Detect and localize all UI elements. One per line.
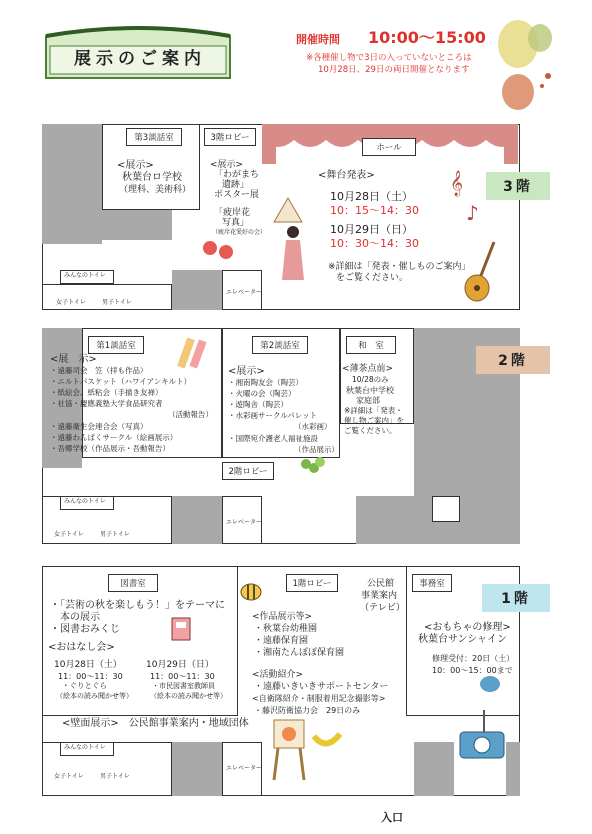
notice-line-1: ※各種催し物で3日の入っていないところは xyxy=(306,53,472,63)
perf-29a: ・市民図書室教師員 xyxy=(152,682,215,690)
f2-room2-item: ・火曜の会（陶芸） xyxy=(228,389,296,398)
entrance-label: 入口 xyxy=(381,811,403,824)
dancer-icon xyxy=(278,224,308,284)
room-washitsu: 和 室 xyxy=(346,336,396,354)
room-1f-lobby: 1階ロビー xyxy=(286,574,338,592)
f1-gray-right-2 xyxy=(506,742,520,796)
f2-room1-item: （活動報告） xyxy=(168,410,213,419)
f2-wa-header: <薄茶点前> xyxy=(342,364,394,374)
f3-lobby-1: 「わがまち xyxy=(214,170,260,180)
f1-gray-right xyxy=(414,742,454,796)
f2-room2-header: <展示> xyxy=(228,366,265,377)
grapes-icon xyxy=(298,454,328,476)
f2-restroom-men: 男子トイレ xyxy=(100,531,130,538)
activity-1: ・遠藤いきいきサポートセンター xyxy=(254,682,389,692)
f3-left-exhibit-header: <展示> xyxy=(117,160,154,171)
floor3-gray-left-bottom xyxy=(102,210,172,240)
f2-room1-item: ・遠藤衛生会連合会（写真） xyxy=(50,422,148,431)
f3-elevator: エレベーター xyxy=(226,289,263,296)
f2-gray-mid xyxy=(172,496,222,544)
hall-note-1: ※詳細は「発表・催しものご案内」 xyxy=(328,262,471,272)
f2-wa-2: 秋葉台中学校 xyxy=(346,386,394,395)
spider-lily-icon xyxy=(200,238,236,268)
room-2f-lobby: 2階ロビー xyxy=(222,462,274,480)
lib-line-1: ・「芸術の秋を楽しもう！」をテーマに xyxy=(50,600,225,611)
f2-small-room xyxy=(432,496,460,522)
f2-elevator: エレベーター xyxy=(226,519,263,526)
activity-2: <自衛隊紹介・制服着用記念撮影等> xyxy=(252,694,386,703)
hall-time-1: 10：15〜14：30 xyxy=(330,204,419,217)
f3-lobby-4: 「疲岸花 xyxy=(214,208,251,218)
f2-wa-5: 催し物ご案内」を xyxy=(344,416,404,425)
paint-tubes-icon xyxy=(176,334,210,374)
public-info-3: （テレビ） xyxy=(360,603,405,613)
room-library: 図書室 xyxy=(108,574,158,592)
room-3rd-lounge: 第3談話室 xyxy=(126,128,182,146)
f2-room1-item: ・遠藤司会 笠（拝も作品） xyxy=(50,366,148,375)
f1-restroom-women: 女子トイレ xyxy=(54,773,84,780)
public-info-1: 公民館 xyxy=(367,579,395,589)
f2-room2-item: ・国際宛介護老人福祉施設 xyxy=(228,434,318,443)
f2-room2-item: ・湘南陶友会（陶芸） xyxy=(228,378,303,387)
notice-line-2: 10月28日、29日の両日開催となります xyxy=(318,65,470,75)
f1-lobby-item: ・遠藤保育園 xyxy=(254,636,309,646)
f2-room1-item: ・吾郷学校（作品展示・吾動報告） xyxy=(50,444,170,453)
room-3f-lobby: 3階ロビー xyxy=(204,128,256,146)
f2-room1-item: ・紙絵会、紙粘会（手描き友禅） xyxy=(50,388,163,397)
floor-1-tag: 1階 xyxy=(482,584,550,612)
f2-room1-item: ・遠藤わんぱくサークル（絵画展示） xyxy=(50,433,178,442)
f3-lobby-header: <展示> xyxy=(210,160,244,170)
perf-29b: （絵本の読み聞かせ等） xyxy=(150,692,227,700)
f3-lobby-3: ポスター展 xyxy=(214,190,260,200)
room-hall: ホール xyxy=(362,138,416,156)
toy-reception: 修理受付：20日（土） xyxy=(432,654,515,663)
f1-lobby-item: ・湘南たんぽぽ保育園 xyxy=(254,648,345,658)
date-29: 10月29日（日） xyxy=(146,660,214,670)
f2-room2-item: ・遊陶舎（陶芸） xyxy=(228,400,288,409)
camera-bird-icon xyxy=(454,670,510,762)
floor-3-tag: 3階 xyxy=(486,172,550,200)
hall-time-2: 10：30〜14：30 xyxy=(330,237,419,250)
easel-icon xyxy=(270,714,308,782)
time-28: 11：00〜11：30 xyxy=(58,672,123,681)
time-29: 11：00〜11：30 xyxy=(150,672,215,681)
title-banner xyxy=(38,22,238,80)
svg-text:♪: ♪ xyxy=(466,201,479,225)
f2-wa-4: ※詳細は「発表・ xyxy=(344,406,403,415)
f2-wa-6: ご覧ください。 xyxy=(344,426,397,435)
svg-text:𝄞: 𝄞 xyxy=(450,171,464,196)
f1-restroom-men: 男子トイレ xyxy=(100,773,130,780)
hours-value: 10:00〜15:00 xyxy=(368,28,486,47)
f3-restroom-women: 女子トイレ xyxy=(56,299,86,306)
f2-wa-3: 家庭部 xyxy=(356,396,380,405)
f3-lobby-2: 遺跡」 xyxy=(222,180,250,190)
page-title: 展示のご案内 xyxy=(74,49,206,69)
f2-wa-1: 10/28のみ xyxy=(352,375,389,384)
hall-note-2: をご覧ください。 xyxy=(336,273,409,283)
hall-header: <舞台発表> xyxy=(318,170,375,181)
f3-restroom-men: 男子トイレ xyxy=(102,299,132,306)
f3-left-exhibit-1: 秋葉台ロ学校 xyxy=(122,172,182,183)
public-info-2: 事業案内 xyxy=(361,591,398,601)
hall-date-1: 10月28日（土） xyxy=(330,190,413,203)
date-28: 10月28日（土） xyxy=(54,660,122,670)
perf-28b: （絵本の読み聞かせ等） xyxy=(56,692,133,700)
guitar-icon xyxy=(460,238,504,304)
lib-line-3: ・図書おみくじ xyxy=(50,624,120,635)
f1-elevator: エレベーター xyxy=(226,765,263,772)
activity-header: <活動紹介> xyxy=(252,670,304,680)
f1-lobby-item: ・秋葉台幼稚園 xyxy=(254,624,318,634)
f3-left-exhibit-2: （理科、美術科） xyxy=(119,185,192,195)
ohanashi-header: <おはなし会> xyxy=(48,642,115,653)
bee-icon xyxy=(236,576,266,606)
f2-room1-item: ・ニルトパスケット（ハワイアンキルト） xyxy=(50,377,192,386)
f1-lobby-header: <作品展示等> xyxy=(252,612,313,622)
book-icon xyxy=(166,614,196,644)
lib-line-2: 本の展示 xyxy=(60,612,100,623)
f3-lobby-6: （疲岸花愛好の会） xyxy=(212,229,267,236)
toy-group: 秋葉台サンシャイン xyxy=(418,634,508,645)
fan-icon xyxy=(270,192,306,226)
f2-restroom-multi: みんなのトイレ xyxy=(64,498,106,505)
perf-28a: ・ぐりとぐら xyxy=(62,681,107,690)
f2-room1-header: <展 示> xyxy=(50,354,97,365)
f2-room2-item: ・水彩画サークルパレット xyxy=(228,411,318,420)
f3-gray-mid xyxy=(172,270,222,310)
f3-lobby-5: 写真」 xyxy=(222,218,250,228)
toy-time: 10：00〜15：00まで xyxy=(432,666,513,675)
banana-icon xyxy=(312,730,342,752)
room-1st-lounge: 第1談話室 xyxy=(88,336,144,354)
f2-room2-item: （作品展示） xyxy=(294,445,339,454)
f2-restroom-women: 女子トイレ xyxy=(54,531,84,538)
floor-2-tag: 2階 xyxy=(476,346,550,374)
f2-room2-item: （水彩画） xyxy=(294,422,332,431)
entrance-display: <壁面展示> 公民館事業案内・地域団体 xyxy=(62,718,249,729)
music-note-icon xyxy=(446,168,486,228)
f3-restroom-multi: みんなのトイレ xyxy=(64,272,106,279)
autumn-leaves-icon xyxy=(488,14,560,114)
activity-3: ・藤沢防衛協力会 29日のみ xyxy=(254,706,361,715)
room-2nd-lounge: 第2談話室 xyxy=(252,336,308,354)
floor3-gray-left xyxy=(42,124,102,244)
hours-label: 開催時間 xyxy=(296,33,340,46)
f1-restroom-multi: みんなのトイレ xyxy=(64,744,106,751)
toy-header: <おもちゃの修理> xyxy=(424,622,511,633)
room-office: 事務室 xyxy=(412,574,452,592)
hall-date-2: 10月29日（日） xyxy=(330,223,413,236)
f1-gray-mid xyxy=(172,742,222,796)
f2-room1-item: ・社協・慶應義塾大学食品研究者 xyxy=(50,399,163,408)
